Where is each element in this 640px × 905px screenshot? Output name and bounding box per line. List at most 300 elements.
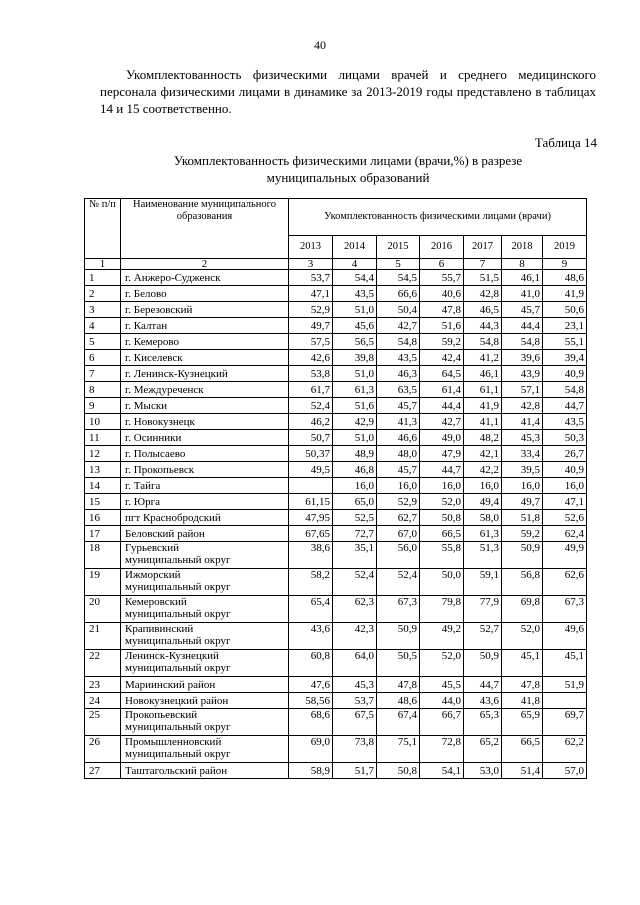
table-row [85,318,587,334]
staffing-value: 48,0 [377,446,420,462]
page-number: 40 [314,38,326,52]
staffing-value: 54,1 [420,763,464,779]
staffing-value: 47,1 [289,286,333,302]
staffing-value: 58,56 [289,693,333,709]
staffing-value: 46,2 [289,414,333,430]
municipality-name-line: Беловский район [125,527,205,540]
row-number: 7 [85,366,121,382]
municipality-name [121,270,289,286]
staffing-value: 53,7 [333,693,377,709]
staffing-value: 51,7 [333,763,377,779]
municipality-name-line: муниципальный округ [125,748,231,760]
staffing-value: 51,3 [464,542,502,569]
staffing-value: 45,1 [543,650,587,677]
header-year: 2014 [333,236,377,259]
staffing-value: 52,4 [377,569,420,596]
staffing-value: 46,3 [377,366,420,382]
staffing-value: 62,2 [543,736,587,763]
intro-paragraph [100,66,596,117]
staffing-value: 46,1 [502,270,543,286]
municipality-name-line: муниципальный округ [125,721,231,733]
staffing-value: 66,5 [420,526,464,542]
staffing-value: 65,9 [502,709,543,736]
row-number: 13 [85,462,121,478]
staffing-value: 51,6 [420,318,464,334]
staffing-value: 43,6 [464,693,502,709]
staffing-value: 46,8 [333,462,377,478]
staffing-value: 49,7 [289,318,333,334]
municipality-name [121,596,289,623]
staffing-value: 67,3 [377,596,420,623]
staffing-value: 45,6 [333,318,377,334]
staffing-value: 42,4 [420,350,464,366]
staffing-value: 54,8 [502,334,543,350]
table-row [85,650,587,677]
staffing-value: 47,8 [502,677,543,693]
staffing-value: 58,0 [464,510,502,526]
staffing-value: 41,8 [502,693,543,709]
municipality-name [121,650,289,677]
municipality-name-line: г. Мыски [125,399,168,412]
staffing-value: 50,8 [377,763,420,779]
table-row [85,270,587,286]
staffing-value: 16,0 [543,478,587,494]
intro-text: Укомплектованность физическими лицами врачей и среднего медицинского персонала физическими лицами в динамике за 2013-2019 годы представлено в таблицах 14 и 15 соответственно. [100,67,596,116]
row-number: 27 [85,763,121,779]
staffing-value: 45,7 [377,398,420,414]
staffing-value: 51,0 [333,366,377,382]
staffing-value: 50,8 [420,510,464,526]
staffing-value: 40,6 [420,286,464,302]
staffing-value: 52,0 [420,650,464,677]
staffing-value: 47,95 [289,510,333,526]
municipality-name-line: Гурьевский [125,542,179,554]
row-number: 3 [85,302,121,318]
staffing-value: 50,4 [377,302,420,318]
municipality-name-line: Новокузнецкий район [125,694,229,707]
staffing-value: 50,7 [289,430,333,446]
staffing-value: 44,7 [543,398,587,414]
municipality-name-line: Мариинский район [125,678,216,691]
staffing-value: 45,7 [377,462,420,478]
staffing-value: 42,8 [464,286,502,302]
table-row [85,596,587,623]
staffing-value: 23,1 [543,318,587,334]
staffing-value: 62,6 [543,569,587,596]
staffing-value: 52,7 [464,623,502,650]
staffing-value: 67,0 [377,526,420,542]
staffing-value: 44,7 [464,677,502,693]
staffing-value: 52,0 [502,623,543,650]
row-number: 12 [85,446,121,462]
municipality-name-line: муниципальный округ [125,662,231,674]
municipality-name [121,494,289,510]
staffing-value: 45,3 [502,430,543,446]
staffing-value: 47,8 [377,677,420,693]
municipality-name [121,334,289,350]
column-number: 9 [543,259,587,270]
staffing-value: 51,6 [333,398,377,414]
municipality-name [121,302,289,318]
table-row [85,677,587,693]
row-number: 9 [85,398,121,414]
staffing-value: 48,6 [543,270,587,286]
table-caption [100,152,596,186]
table-row [85,350,587,366]
municipality-name-line: муниципальный округ [125,554,231,566]
staffing-value: 56,0 [377,542,420,569]
staffing-value: 46,5 [464,302,502,318]
staffing-value: 67,5 [333,709,377,736]
column-number: 6 [420,259,464,270]
staffing-value: 47,8 [420,302,464,318]
staffing-value: 26,7 [543,446,587,462]
column-number: 2 [121,259,289,270]
staffing-value: 43,5 [377,350,420,366]
table-row [85,414,587,430]
staffing-value: 16,0 [464,478,502,494]
municipality-name-line: г. Тайга [125,479,161,492]
table-row [85,542,587,569]
staffing-value: 50,9 [502,542,543,569]
staffing-value: 50,37 [289,446,333,462]
row-number: 16 [85,510,121,526]
staffing-value: 59,2 [502,526,543,542]
staffing-value: 77,9 [464,596,502,623]
municipality-name [121,677,289,693]
table-row [85,366,587,382]
table-row [85,398,587,414]
staffing-value: 49,4 [464,494,502,510]
staffing-value: 75,1 [377,736,420,763]
table-row [85,526,587,542]
staffing-value: 52,5 [333,510,377,526]
staffing-value: 69,7 [543,709,587,736]
row-number: 8 [85,382,121,398]
staffing-value: 51,8 [502,510,543,526]
staffing-value: 54,8 [464,334,502,350]
municipality-name [121,446,289,462]
staffing-value: 58,2 [289,569,333,596]
staffing-value: 50,5 [377,650,420,677]
staffing-value: 39,8 [333,350,377,366]
row-number: 11 [85,430,121,446]
staffing-value: 62,3 [333,596,377,623]
table-row [85,430,587,446]
table-row [85,623,587,650]
staffing-value: 41,4 [502,414,543,430]
column-number: 5 [377,259,420,270]
municipality-name [121,736,289,763]
municipality-name-line: Промышленновский [125,736,222,748]
staffing-value: 56,5 [333,334,377,350]
municipality-name-line: г. Березовский [125,303,193,316]
header-year: 2013 [289,236,333,259]
header-year: 2016 [420,236,464,259]
municipality-name-line: г. Кемерово [125,335,180,348]
staffing-value: 46,1 [464,366,502,382]
staffing-value: 49,0 [420,430,464,446]
row-number: 24 [85,693,121,709]
staffing-value: 51,0 [333,302,377,318]
staffing-value: 49,7 [502,494,543,510]
header-staffing-group: Укомплектованность физическими лицами (врачи) [289,199,587,236]
staffing-value: 52,0 [420,494,464,510]
staffing-value: 47,9 [420,446,464,462]
staffing-value: 49,5 [289,462,333,478]
staffing-value: 48,6 [377,693,420,709]
staffing-value: 59,1 [464,569,502,596]
staffing-value: 33,4 [502,446,543,462]
caption-line-2: муниципальных образований [266,170,430,185]
municipality-name-line: г. Белово [125,287,167,300]
staffing-value: 54,4 [333,270,377,286]
table-row [85,736,587,763]
staffing-value: 44,7 [420,462,464,478]
staffing-value: 50,6 [543,302,587,318]
staffing-value: 16,0 [333,478,377,494]
staffing-value: 51,4 [502,763,543,779]
staffing-value: 47,6 [289,677,333,693]
table-row [85,478,587,494]
staffing-value: 62,4 [543,526,587,542]
table-row [85,446,587,462]
header-number: № п/п [85,199,121,259]
staffing-value: 43,5 [543,414,587,430]
staffing-value: 79,8 [420,596,464,623]
municipality-name-line: г. Киселевск [125,351,183,364]
staffing-value: 44,4 [502,318,543,334]
staffing-value: 55,7 [420,270,464,286]
municipality-name-line: Кемеровский [125,596,187,608]
municipality-name-line: пгт Краснобродский [125,511,221,524]
staffing-value: 65,3 [464,709,502,736]
municipality-name-line: Таштагольский район [125,764,228,777]
municipality-name [121,510,289,526]
municipality-name [121,430,289,446]
staffing-value: 51,0 [333,430,377,446]
staffing-value: 48,9 [333,446,377,462]
staffing-value: 50,9 [377,623,420,650]
row-number: 25 [85,709,121,736]
staffing-value: 57,0 [543,763,587,779]
staffing-value: 42,7 [377,318,420,334]
staffing-value: 56,8 [502,569,543,596]
staffing-value: 16,0 [502,478,543,494]
staffing-value: 64,0 [333,650,377,677]
staffing-value: 62,7 [377,510,420,526]
municipality-name [121,478,289,494]
staffing-value: 45,1 [502,650,543,677]
staffing-value: 72,7 [333,526,377,542]
staffing-table [84,198,587,779]
staffing-value: 42,8 [502,398,543,414]
staffing-value: 69,8 [502,596,543,623]
municipality-name-line: Ижморский [125,569,181,581]
staffing-value: 52,9 [289,302,333,318]
staffing-value: 42,2 [464,462,502,478]
staffing-value: 58,9 [289,763,333,779]
municipality-name [121,414,289,430]
staffing-value: 61,3 [464,526,502,542]
table-row [85,510,587,526]
municipality-name-line: г. Юрга [125,495,160,508]
municipality-name-line: муниципальный округ [125,608,231,620]
staffing-value: 49,9 [543,542,587,569]
staffing-value: 16,0 [377,478,420,494]
municipality-name [121,709,289,736]
staffing-value: 41,0 [502,286,543,302]
row-number: 6 [85,350,121,366]
municipality-name-line: Прокопьевский [125,709,198,721]
staffing-value: 42,1 [464,446,502,462]
staffing-value: 52,4 [289,398,333,414]
staffing-value: 50,0 [420,569,464,596]
staffing-value: 35,1 [333,542,377,569]
row-number: 14 [85,478,121,494]
row-number: 2 [85,286,121,302]
staffing-value [543,693,587,709]
row-number: 15 [85,494,121,510]
table-row [85,302,587,318]
staffing-value: 51,5 [464,270,502,286]
staffing-value: 67,4 [377,709,420,736]
table-row [85,462,587,478]
staffing-value: 49,2 [420,623,464,650]
municipality-name [121,526,289,542]
staffing-value: 72,8 [420,736,464,763]
municipality-name [121,366,289,382]
staffing-value: 61,7 [289,382,333,398]
staffing-value: 52,6 [543,510,587,526]
table-row [85,382,587,398]
staffing-value: 68,6 [289,709,333,736]
staffing-value: 52,4 [333,569,377,596]
staffing-value: 65,4 [289,596,333,623]
staffing-value: 38,6 [289,542,333,569]
staffing-value: 47,1 [543,494,587,510]
staffing-value: 55,1 [543,334,587,350]
staffing-value: 50,9 [464,650,502,677]
municipality-name [121,350,289,366]
row-number: 17 [85,526,121,542]
staffing-value: 52,9 [377,494,420,510]
row-number: 1 [85,270,121,286]
staffing-value: 54,8 [377,334,420,350]
staffing-value: 39,4 [543,350,587,366]
staffing-value: 41,9 [543,286,587,302]
municipality-name-line: г. Междуреченск [125,383,204,396]
municipality-name [121,542,289,569]
staffing-value: 66,7 [420,709,464,736]
staffing-value: 54,8 [543,382,587,398]
staffing-value [289,478,333,494]
staffing-value: 42,6 [289,350,333,366]
row-number: 4 [85,318,121,334]
municipality-name-line: г. Прокопьевск [125,463,195,476]
staffing-value: 66,5 [502,736,543,763]
staffing-value: 42,3 [333,623,377,650]
staffing-value: 73,8 [333,736,377,763]
staffing-value: 41,9 [464,398,502,414]
header-year: 2018 [502,236,543,259]
header-year: 2019 [543,236,587,259]
staffing-value: 44,0 [420,693,464,709]
municipality-name [121,623,289,650]
municipality-name-line: г. Осинники [125,431,182,444]
municipality-name-line: Ленинск-Кузнецкий [125,650,219,662]
table-row [85,334,587,350]
staffing-value: 40,9 [543,366,587,382]
municipality-name [121,763,289,779]
staffing-value: 42,7 [420,414,464,430]
staffing-value: 61,3 [333,382,377,398]
staffing-value: 41,3 [377,414,420,430]
staffing-value: 49,6 [543,623,587,650]
column-number: 8 [502,259,543,270]
row-number: 5 [85,334,121,350]
header-year: 2017 [464,236,502,259]
staffing-value: 51,9 [543,677,587,693]
staffing-value: 63,5 [377,382,420,398]
municipality-name-line: Крапивинский [125,623,194,635]
staffing-value: 67,3 [543,596,587,623]
staffing-value: 61,4 [420,382,464,398]
table-row [85,286,587,302]
staffing-value: 43,5 [333,286,377,302]
municipality-name-line: г. Новокузнецк [125,415,195,428]
staffing-value: 50,3 [543,430,587,446]
staffing-value: 43,6 [289,623,333,650]
municipality-name [121,382,289,398]
column-number: 3 [289,259,333,270]
row-number: 23 [85,677,121,693]
staffing-value: 54,5 [377,270,420,286]
staffing-value: 46,6 [377,430,420,446]
staffing-value: 45,5 [420,677,464,693]
staffing-value: 45,7 [502,302,543,318]
caption-line-1: Укомплектованность физическими лицами (врачи,%) в разрезе [173,153,523,168]
staffing-value: 61,1 [464,382,502,398]
municipality-name [121,286,289,302]
municipality-name [121,569,289,596]
table-row [85,494,587,510]
municipality-name-line: г. Полысаево [125,447,186,460]
municipality-name [121,693,289,709]
row-number: 20 [85,596,121,623]
municipality-name-line: г. Калтан [125,319,168,332]
staffing-value: 43,9 [502,366,543,382]
staffing-value: 39,6 [502,350,543,366]
staffing-value: 60,8 [289,650,333,677]
row-number: 22 [85,650,121,677]
row-number: 19 [85,569,121,596]
staffing-value: 61,15 [289,494,333,510]
header-municipality: Наименование муниципального образования [121,199,289,259]
staffing-value: 16,0 [420,478,464,494]
row-number: 21 [85,623,121,650]
municipality-name-line: муниципальный округ [125,581,231,593]
staffing-value: 67,65 [289,526,333,542]
staffing-value: 65,2 [464,736,502,763]
table-row [85,709,587,736]
row-number: 10 [85,414,121,430]
staffing-value: 59,2 [420,334,464,350]
staffing-value: 53,0 [464,763,502,779]
header-year: 2015 [377,236,420,259]
municipality-name-line: муниципальный округ [125,635,231,647]
municipality-name [121,462,289,478]
